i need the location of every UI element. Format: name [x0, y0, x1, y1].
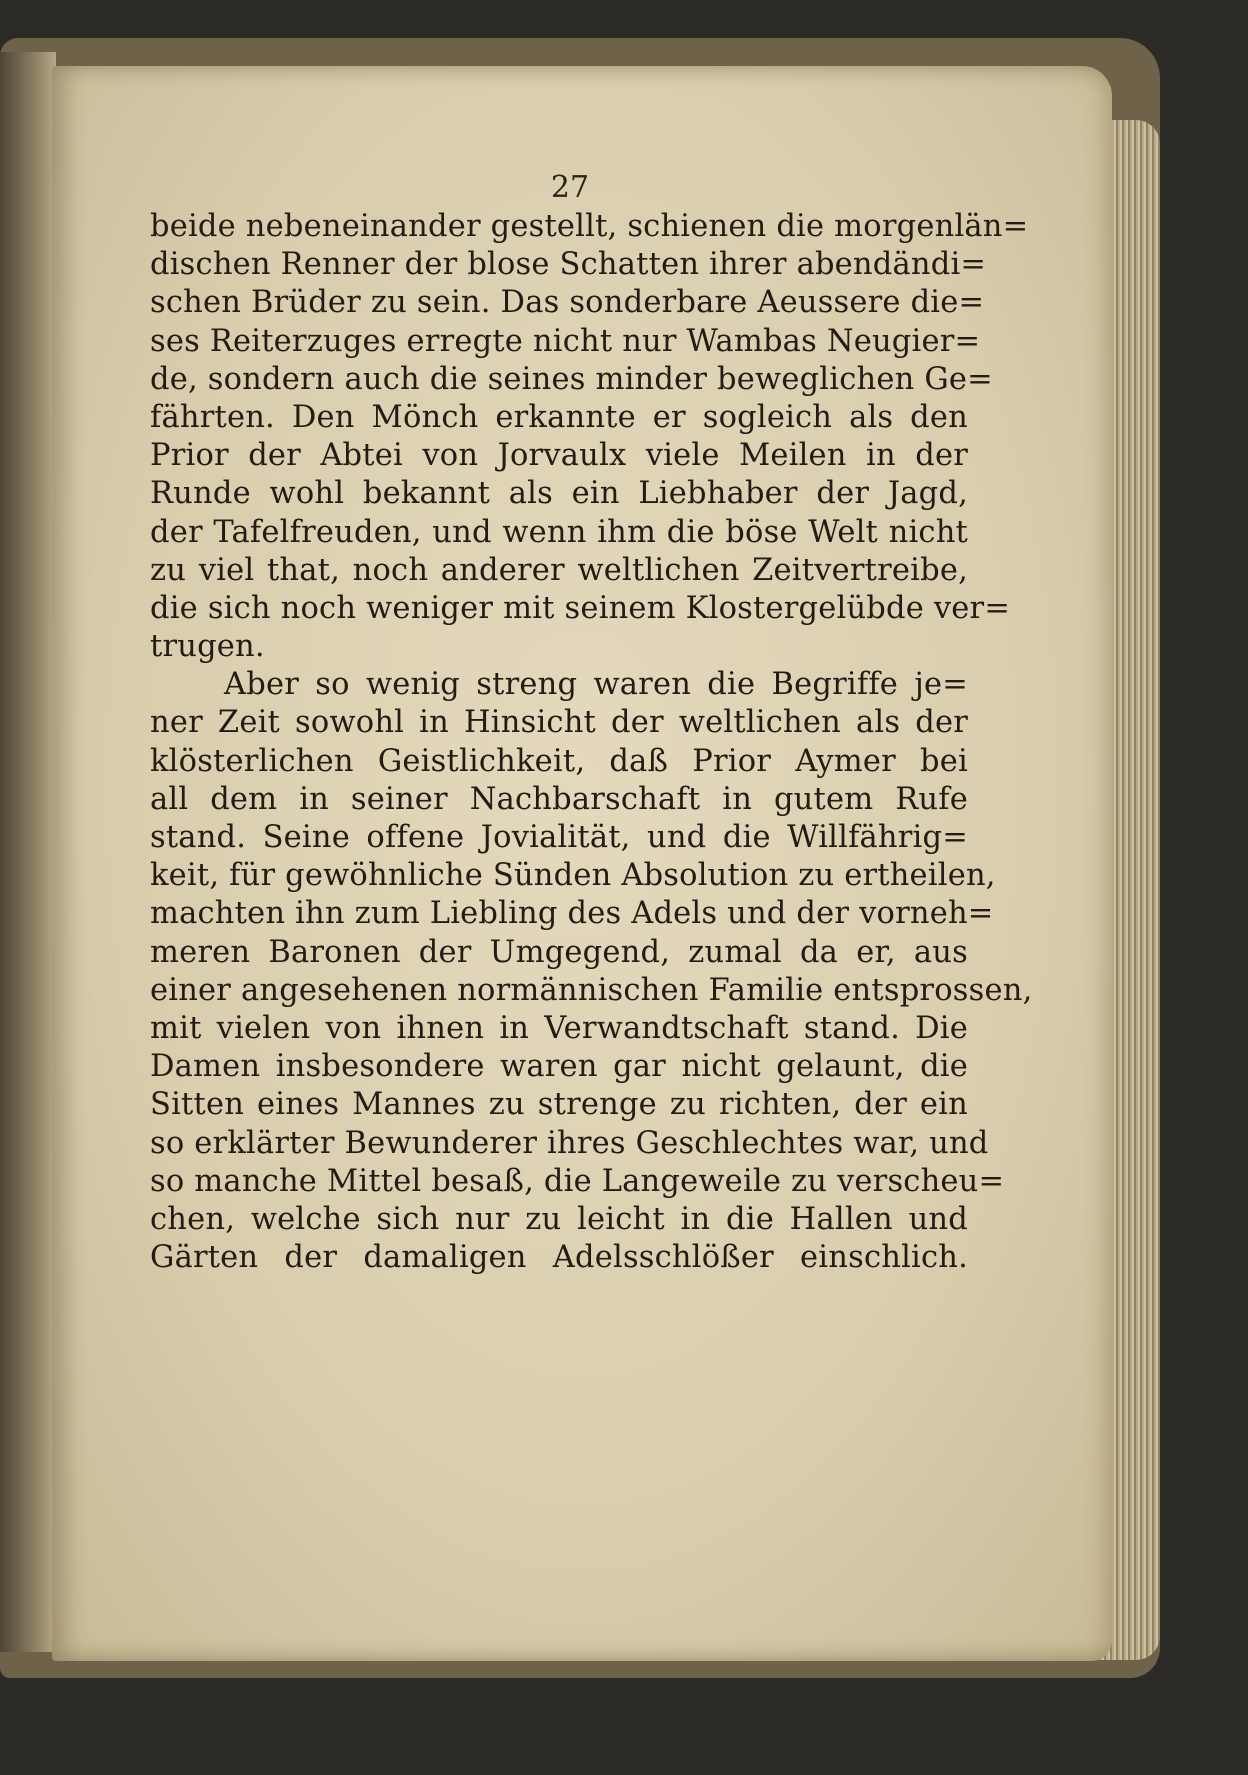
text-line: meren Baronen der Umgegend, zumal da er, aus	[150, 934, 968, 970]
text-line: machten ihn zum Liebling des Adels und der vorneh=	[150, 896, 994, 932]
text-line: Gärten der damaligen Adelsschlößer einschlich.	[150, 1240, 968, 1276]
text-line: chen, welche sich nur zu leicht in die Hallen und	[150, 1201, 968, 1237]
text-line: ses Reiterzuges erregte nicht nur Wambas Neugier=	[150, 323, 981, 359]
text-line: mit vielen von ihnen in Verwandtschaft stand. Die	[150, 1010, 968, 1046]
text-line: Damen insbesondere waren gar nicht gelaunt, die	[150, 1049, 968, 1085]
text-line: der Tafelfreuden, und wenn ihm die böse Welt nicht	[150, 514, 968, 550]
text-line: fährten. Den Mönch erkannte er sogleich als den	[150, 399, 968, 435]
text-line: ner Zeit sowohl in Hinsicht der weltlichen als der	[150, 705, 968, 741]
page-number: 27	[550, 170, 590, 205]
body-text	[150, 208, 1033, 1277]
text-line: Prior der Abtei von Jorvaulx viele Meilen in der	[150, 438, 968, 474]
text-line: stand. Seine offene Jovialität, und die Willfährig=	[150, 820, 968, 855]
text-line: all dem in seiner Nachbarschaft in gutem Rufe	[150, 781, 968, 817]
text-line: einer angesehenen normännischen Familie entsprossen,	[150, 972, 1033, 1008]
text-line: so manche Mittel besaß, die Langeweile zu verscheu=	[150, 1163, 1005, 1199]
text-line: Runde wohl bekannt als ein Liebhaber der Jagd,	[150, 476, 968, 512]
text-line: keit, für gewöhnliche Sünden Absolution zu ertheilen,	[150, 858, 996, 894]
text-line: de, sondern auch die seines minder beweglichen Ge=	[150, 361, 993, 397]
text-line: Sitten eines Mannes zu strenge zu richten, der ein	[150, 1087, 968, 1123]
text-line: Aber so wenig streng waren die Begriffe je=	[224, 667, 968, 703]
text-line: beide nebeneinander gestellt, schienen die morgenlän=	[150, 209, 1029, 244]
text-line: so erklärter Bewunderer ihres Geschlechtes war, und	[150, 1125, 989, 1161]
text-line: schen Brüder zu sein. Das sonderbare Aeussere die=	[150, 285, 985, 321]
text-line: dischen Renner der blose Schatten ihrer abendändi=	[150, 247, 987, 283]
text-line: trugen.	[150, 629, 265, 665]
text-line: die sich noch weniger mit seinem Klostergelübde ver=	[150, 590, 1011, 626]
text-line: zu viel that, noch anderer weltlichen Zeitvertreibe,	[150, 552, 968, 588]
text-line: klösterlichen Geistlichkeit, daß Prior Aymer bei	[150, 743, 968, 779]
left-page-edge	[0, 52, 56, 1652]
